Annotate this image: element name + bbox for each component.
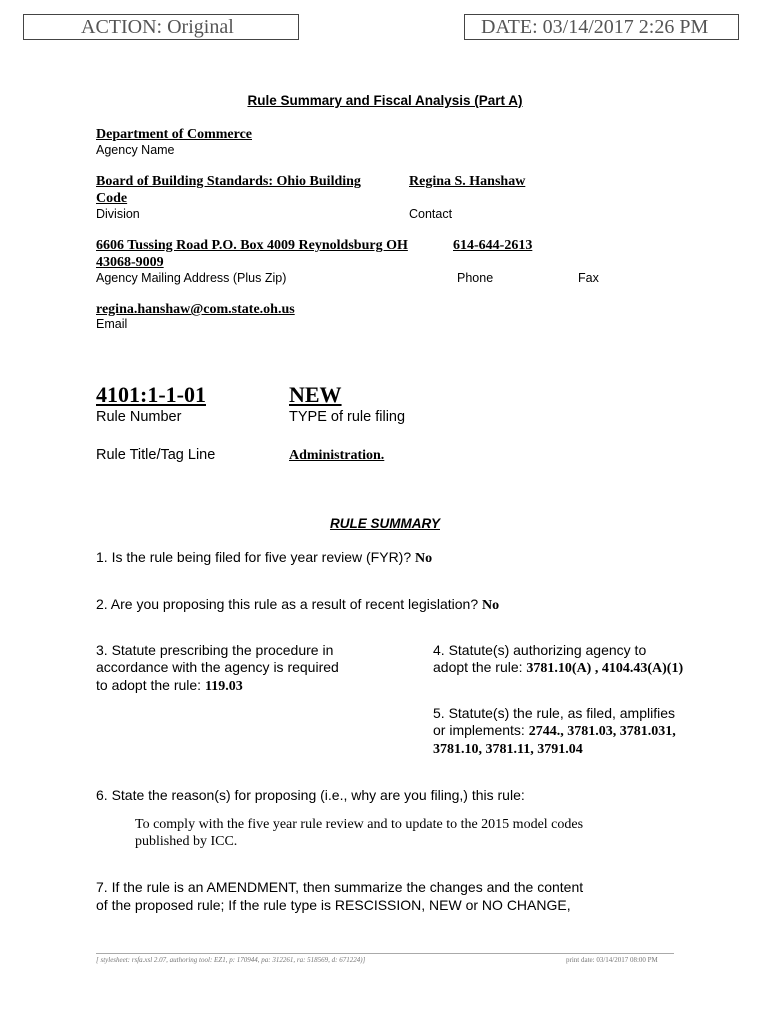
fax-label: Fax — [578, 271, 599, 285]
question-3-line1: 3. Statute prescribing the procedure in — [96, 642, 334, 658]
rule-number-value: 4101:1-1-01 — [96, 382, 206, 407]
question-3-answer: 119.03 — [204, 679, 243, 694]
contact-value: Regina S. Hanshaw — [409, 174, 526, 189]
footer-meta: [ stylesheet: rsfa.xsl 2.07, authoring tool: EZ1, p: 170944, pa: 312261, ra: 518569, d: 671224)] — [96, 956, 366, 964]
rule-title-value: Administration. — [289, 448, 385, 463]
phone-value: 614-644-2613 — [453, 238, 533, 253]
question-3-line3 — [96, 677, 243, 695]
date-text: DATE: 03/14/2017 2:26 PM — [481, 16, 709, 38]
action-box — [23, 14, 299, 40]
question-5-line2 — [433, 722, 676, 740]
question-4-line2 — [433, 659, 683, 677]
question-4-text: adopt the rule: — [433, 659, 523, 675]
question-4-answer: 3781.10(A) , 4104.43(A)(1) — [526, 661, 684, 676]
question-3-text: to adopt the rule: — [96, 677, 202, 693]
question-1-answer: No — [415, 551, 433, 566]
address-label: Agency Mailing Address (Plus Zip) — [96, 271, 287, 285]
division-value-line1: Board of Building Standards: Ohio Building — [96, 174, 361, 189]
question-4-line1: 4. Statute(s) authorizing agency to — [433, 642, 647, 658]
rule-type-value: NEW — [289, 382, 342, 407]
question-2-text: 2. Are you proposing this rule as a result of recent legislation? — [96, 596, 479, 612]
email-value: regina.hanshaw@com.state.oh.us — [96, 302, 295, 317]
contact-label: Contact — [409, 207, 453, 221]
question-7-line1: 7. If the rule is an AMENDMENT, then summarize the changes and the content — [96, 879, 584, 895]
agency-name-value: Department of Commerce — [96, 127, 253, 142]
footer-rule — [96, 953, 674, 954]
question-5-text: or implements: — [433, 722, 525, 738]
footer-print-date: print date: 03/14/2017 08:00 PM — [566, 956, 658, 964]
rule-summary-heading: RULE SUMMARY — [329, 516, 440, 531]
question-6-text: 6. State the reason(s) for proposing (i.e., why are you filing,) this rule: — [96, 787, 525, 803]
division-label: Division — [96, 207, 140, 221]
email-label: Email — [96, 317, 128, 331]
question-5-answer-line1: 2744., 3781.03, 3781.031, — [528, 724, 676, 739]
question-6-answer-line2: published by ICC. — [135, 834, 238, 849]
question-7-line2: of the proposed rule; If the rule type is RESCISSION, NEW or NO CHANGE, — [96, 897, 571, 913]
question-6-answer-line1: To comply with the five year rule review and to update to the 2015 model codes — [135, 817, 584, 832]
agency-name-label: Agency Name — [96, 143, 175, 157]
address-value-line2: 43068-9009 — [96, 255, 164, 270]
question-1 — [96, 549, 432, 567]
question-1-text: 1. Is the rule being filed for five year review (FYR)? — [96, 549, 412, 565]
question-3-line2: accordance with the agency is required — [96, 659, 339, 675]
rule-number-label: Rule Number — [96, 409, 182, 425]
division-value-line2: Code — [96, 191, 128, 206]
question-5-answer-line2: 3781.10, 3781.11, 3791.04 — [433, 742, 583, 757]
question-2-answer: No — [482, 598, 500, 613]
rule-type-label: TYPE of rule filing — [289, 409, 406, 425]
rule-title-label: Rule Title/Tag Line — [96, 447, 216, 463]
action-text: ACTION: Original — [81, 16, 234, 38]
phone-label: Phone — [457, 271, 494, 285]
question-2 — [96, 596, 499, 614]
question-5-line1: 5. Statute(s) the rule, as filed, amplifies — [433, 705, 675, 721]
address-value-line1: 6606 Tussing Road P.O. Box 4009 Reynoldsburg OH — [96, 238, 408, 253]
date-box — [464, 14, 739, 40]
page-title: Rule Summary and Fiscal Analysis (Part A) — [247, 93, 523, 108]
